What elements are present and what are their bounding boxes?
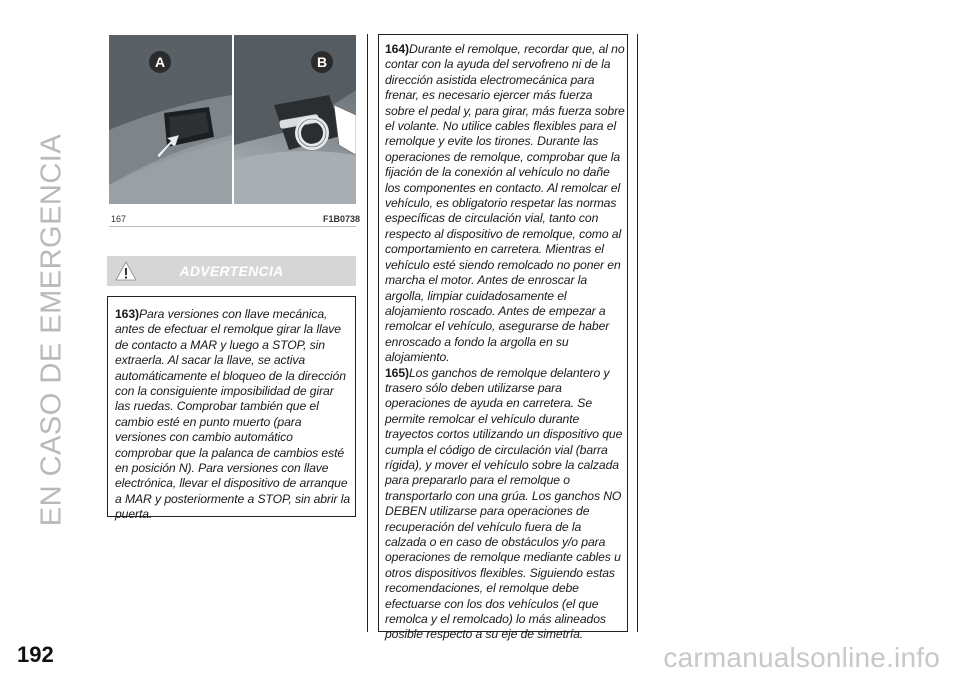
label-b-badge: B bbox=[311, 51, 333, 73]
page-number: 192 bbox=[17, 642, 54, 667]
note-text: Los ganchos de remolque delantero y trasero sólo deben utilizarse para operaciones de ayuda en carretera. Se permite remolcar el vehículo durante trayectos cortos utilizando un dispositivo que cumpla el código de circulación vial (barra rígida), y mover el vehículo sobre la calzada para prepararlo para el remolque o transportarlo con una grúa. Los ganchos NO DEBEN utilizarse para operaciones de recuperación del vehículo fuera de la calzada o en caso de obstáculos y/o para operaciones de remolque mediante cables u otros dispositivos flexibles. Siguiendo estas recomendaciones, el remolque debe efectuarse con los dos vehículos (el que remolca y el remolcado) lo más alineados posible respecto a su eje de simetría. bbox=[385, 365, 623, 642]
right-column-top-rule bbox=[378, 34, 628, 35]
section-title: EN CASO DE EMERGENCIA bbox=[35, 133, 68, 527]
figure-167 bbox=[109, 35, 356, 204]
note-number: 164) bbox=[385, 42, 409, 56]
label-a-badge: A bbox=[149, 51, 171, 73]
note-text: Durante el remolque, recordar que, al no contar con la ayuda del servofreno ni de la dirección asistida electromecánica para frenar, es necesario ejercer más fuerza sobre el pedal y, para girar, más fuerza sobre el volante. No utilice cables flexibles para el remolque y evite los tirones. Durante las operaciones de remolque, comprobar que la fijación de la conexión al vehículo no dañe los componentes en contacto. Al remolcar el vehículo, es obligatorio respetar las normas específicas de circulación vial, tanto con respecto al dispositivo de remolque, como al comportamiento en carretera. Mientras el vehículo esté siendo remolcado no poner en marcha el motor. Antes de enroscar la argolla, limpiar cuidadosamente el alojamiento roscado. Antes de empezar a remolcar el vehículo, asegurarse de haber enroscado a fondo la argolla en su alojamiento. bbox=[385, 42, 625, 365]
warning-box bbox=[107, 296, 356, 522]
column-divider bbox=[367, 34, 368, 632]
tow-hook-illustration bbox=[234, 35, 356, 204]
watermark: carmanualsonline.info bbox=[663, 642, 940, 673]
note-text: Para versiones con llave mecánica, antes de efectuar el remolque girar la llave de contacto a MAR y luego a STOP, sin extraerla. Al sacar la llave, se activa automáticamente el bloqueo de la dirección con la consiguiente imposibilidad de girar las ruedas. Comprobar también que el cambio esté en punto muerto (para versiones con cambio automático comprobar que la palanca de cambios esté en posición N). Para versiones con llave electrónica, llevar el dispositivo de arranque a MAR y posteriormente a STOP, sin abrir la puerta. bbox=[115, 307, 351, 522]
figure-panel-a bbox=[109, 35, 232, 204]
right-margin-rule bbox=[637, 34, 638, 632]
note-164 bbox=[385, 42, 625, 366]
figure-number: 167 bbox=[111, 214, 127, 224]
figure-caption-rule bbox=[109, 226, 356, 227]
note-number: 165) bbox=[385, 365, 409, 380]
warning-note-163 bbox=[115, 307, 351, 523]
figure-code: F1B0738 bbox=[323, 214, 361, 224]
figure-panel-b bbox=[234, 35, 356, 204]
warning-header bbox=[107, 256, 356, 286]
note-165 bbox=[385, 366, 625, 643]
warning-triangle-icon bbox=[115, 260, 137, 282]
right-column-notes bbox=[378, 34, 628, 642]
warning-title: ADVERTENCIA bbox=[179, 263, 284, 279]
note-number: 163) bbox=[115, 307, 139, 321]
